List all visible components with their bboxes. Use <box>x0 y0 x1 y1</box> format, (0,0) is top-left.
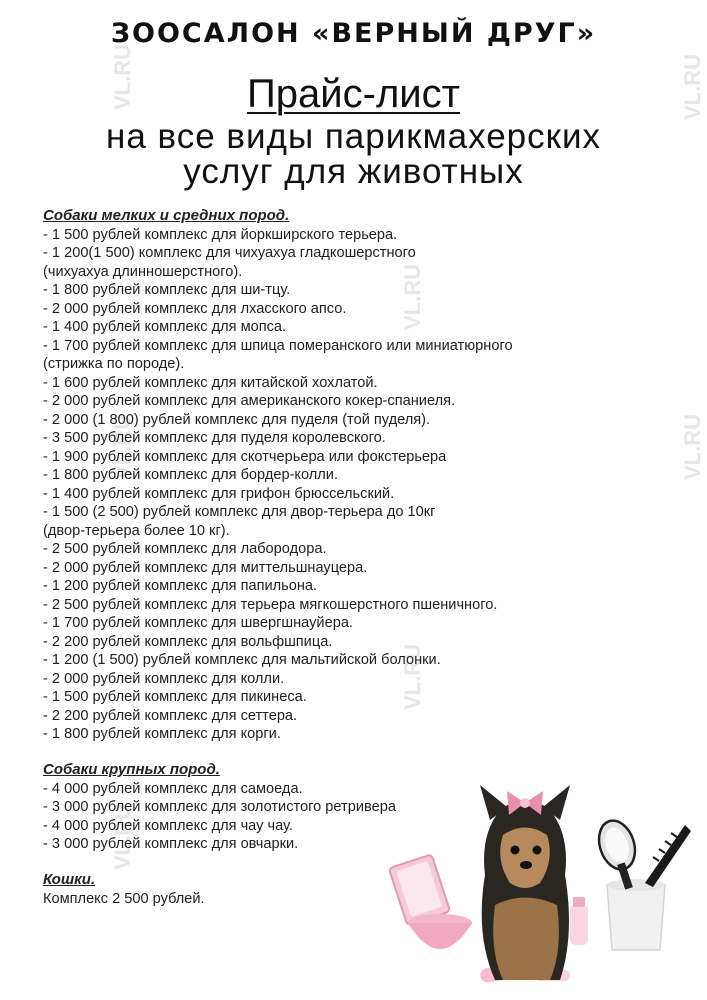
price-line: - 4 000 рублей комплекс для самоеда. <box>43 780 303 797</box>
bowl-icon <box>408 914 472 949</box>
price-line: - 2 200 рублей комплекс для вольфшпица. <box>43 633 333 650</box>
price-line: - 4 000 рублей комплекс для чау чау. <box>43 817 293 834</box>
price-line: - 1 500 рублей комплекс для пикинеса. <box>43 689 307 705</box>
price-line: - 1 200(1 500) комплекс для чихуахуа гладкошерстного <box>43 245 416 261</box>
price-line: (двор-терьера более 10 кг). <box>43 522 230 539</box>
watermark: VL.RU <box>680 414 705 480</box>
price-line: Комплекс 2 500 рублей. <box>43 890 205 907</box>
price-line: - 1 800 рублей комплекс для бордер-колли. <box>43 467 339 483</box>
watermark: VL.RU <box>400 264 425 330</box>
price-line: - 1 500 рублей комплекс для йоркширского терьера. <box>43 226 398 243</box>
watermark: VL.RU <box>400 644 425 710</box>
brush-cup-icon <box>593 816 691 950</box>
price-line: - 2 000 рублей комплекс для миттельшнауцера. <box>43 559 368 576</box>
price-line: - 2 000 рублей комплекс для американского кокер-спаниеля. <box>43 393 456 409</box>
watermark: VL.RU <box>110 414 135 480</box>
subtitle-line-1: на все виды парикмахерских <box>105 117 602 156</box>
section-title-large-dogs: Собаки крупных пород. <box>43 761 220 778</box>
price-line: - 1 800 рублей комплекс для корги. <box>43 726 281 742</box>
price-line: - 1 700 рублей комплекс для швергшнауйера. <box>43 615 353 631</box>
price-line: (чихуахуа длинношерстного). <box>43 263 243 280</box>
price-line: - 1 600 рублей комплекс для китайской хохлатой. <box>43 374 378 391</box>
price-line: - 2 500 рублей комплекс для терьера мягкошерстного пшеничного. <box>43 596 498 613</box>
price-line: - 2 500 рублей комплекс для лабородора. <box>43 541 327 557</box>
price-line: - 3 000 рублей комплекс для золотистого ретривера <box>43 799 396 815</box>
price-line: (стрижка по породе). <box>43 356 185 372</box>
salon-header: ЗООСАЛОН «ВЕРНЫЙ ДРУГ» <box>110 18 597 49</box>
price-line: - 1 400 рублей комплекс для мопса. <box>43 319 287 335</box>
dog-grooming-illustration <box>385 765 707 1000</box>
price-line: - 3 000 рублей комплекс для овчарки. <box>43 836 299 852</box>
price-line: - 3 500 рублей комплекс для пуделя королевского. <box>43 430 386 446</box>
price-line: - 1 200 рублей комплекс для папильона. <box>43 578 318 594</box>
section-title-small-dogs: Собаки мелких и средних пород. <box>43 207 290 224</box>
price-line: - 2 000 рублей комплекс для колли. <box>43 670 285 687</box>
price-line: - 2 000 рублей комплекс для лхасского апсо. <box>43 300 347 317</box>
price-line: - 1 500 (2 500) рублей комплекс для двор-терьера до 10кг <box>43 504 436 520</box>
price-line: - 1 800 рублей комплекс для ши-тцу. <box>43 282 291 298</box>
section-title-cats: Кошки. <box>43 871 96 888</box>
dog-icon <box>480 785 570 980</box>
price-line: - 2 000 (1 800) рублей комплекс для пуделя (той пуделя). <box>43 411 431 428</box>
watermark: VL.RU <box>680 54 705 120</box>
price-line: - 1 200 (1 500) рублей комплекс для мальтийской болонки. <box>43 652 441 668</box>
page-title: Прайс-лист <box>247 72 460 116</box>
price-line: - 1 400 рублей комплекс для грифон брюссельский. <box>43 485 395 502</box>
watermark: VL.RU <box>110 804 135 870</box>
price-line: - 1 900 рублей комплекс для скотчерьера или фокстерьера <box>43 448 447 465</box>
price-line: - 1 700 рублей комплекс для шпица померанского или миниатюрного <box>43 337 513 354</box>
price-line: - 2 200 рублей комплекс для сеттера. <box>43 707 298 724</box>
subtitle-line-2: услуг для животных <box>183 152 524 191</box>
watermark: VL.RU <box>110 44 135 110</box>
small-dogs-list <box>43 226 653 744</box>
